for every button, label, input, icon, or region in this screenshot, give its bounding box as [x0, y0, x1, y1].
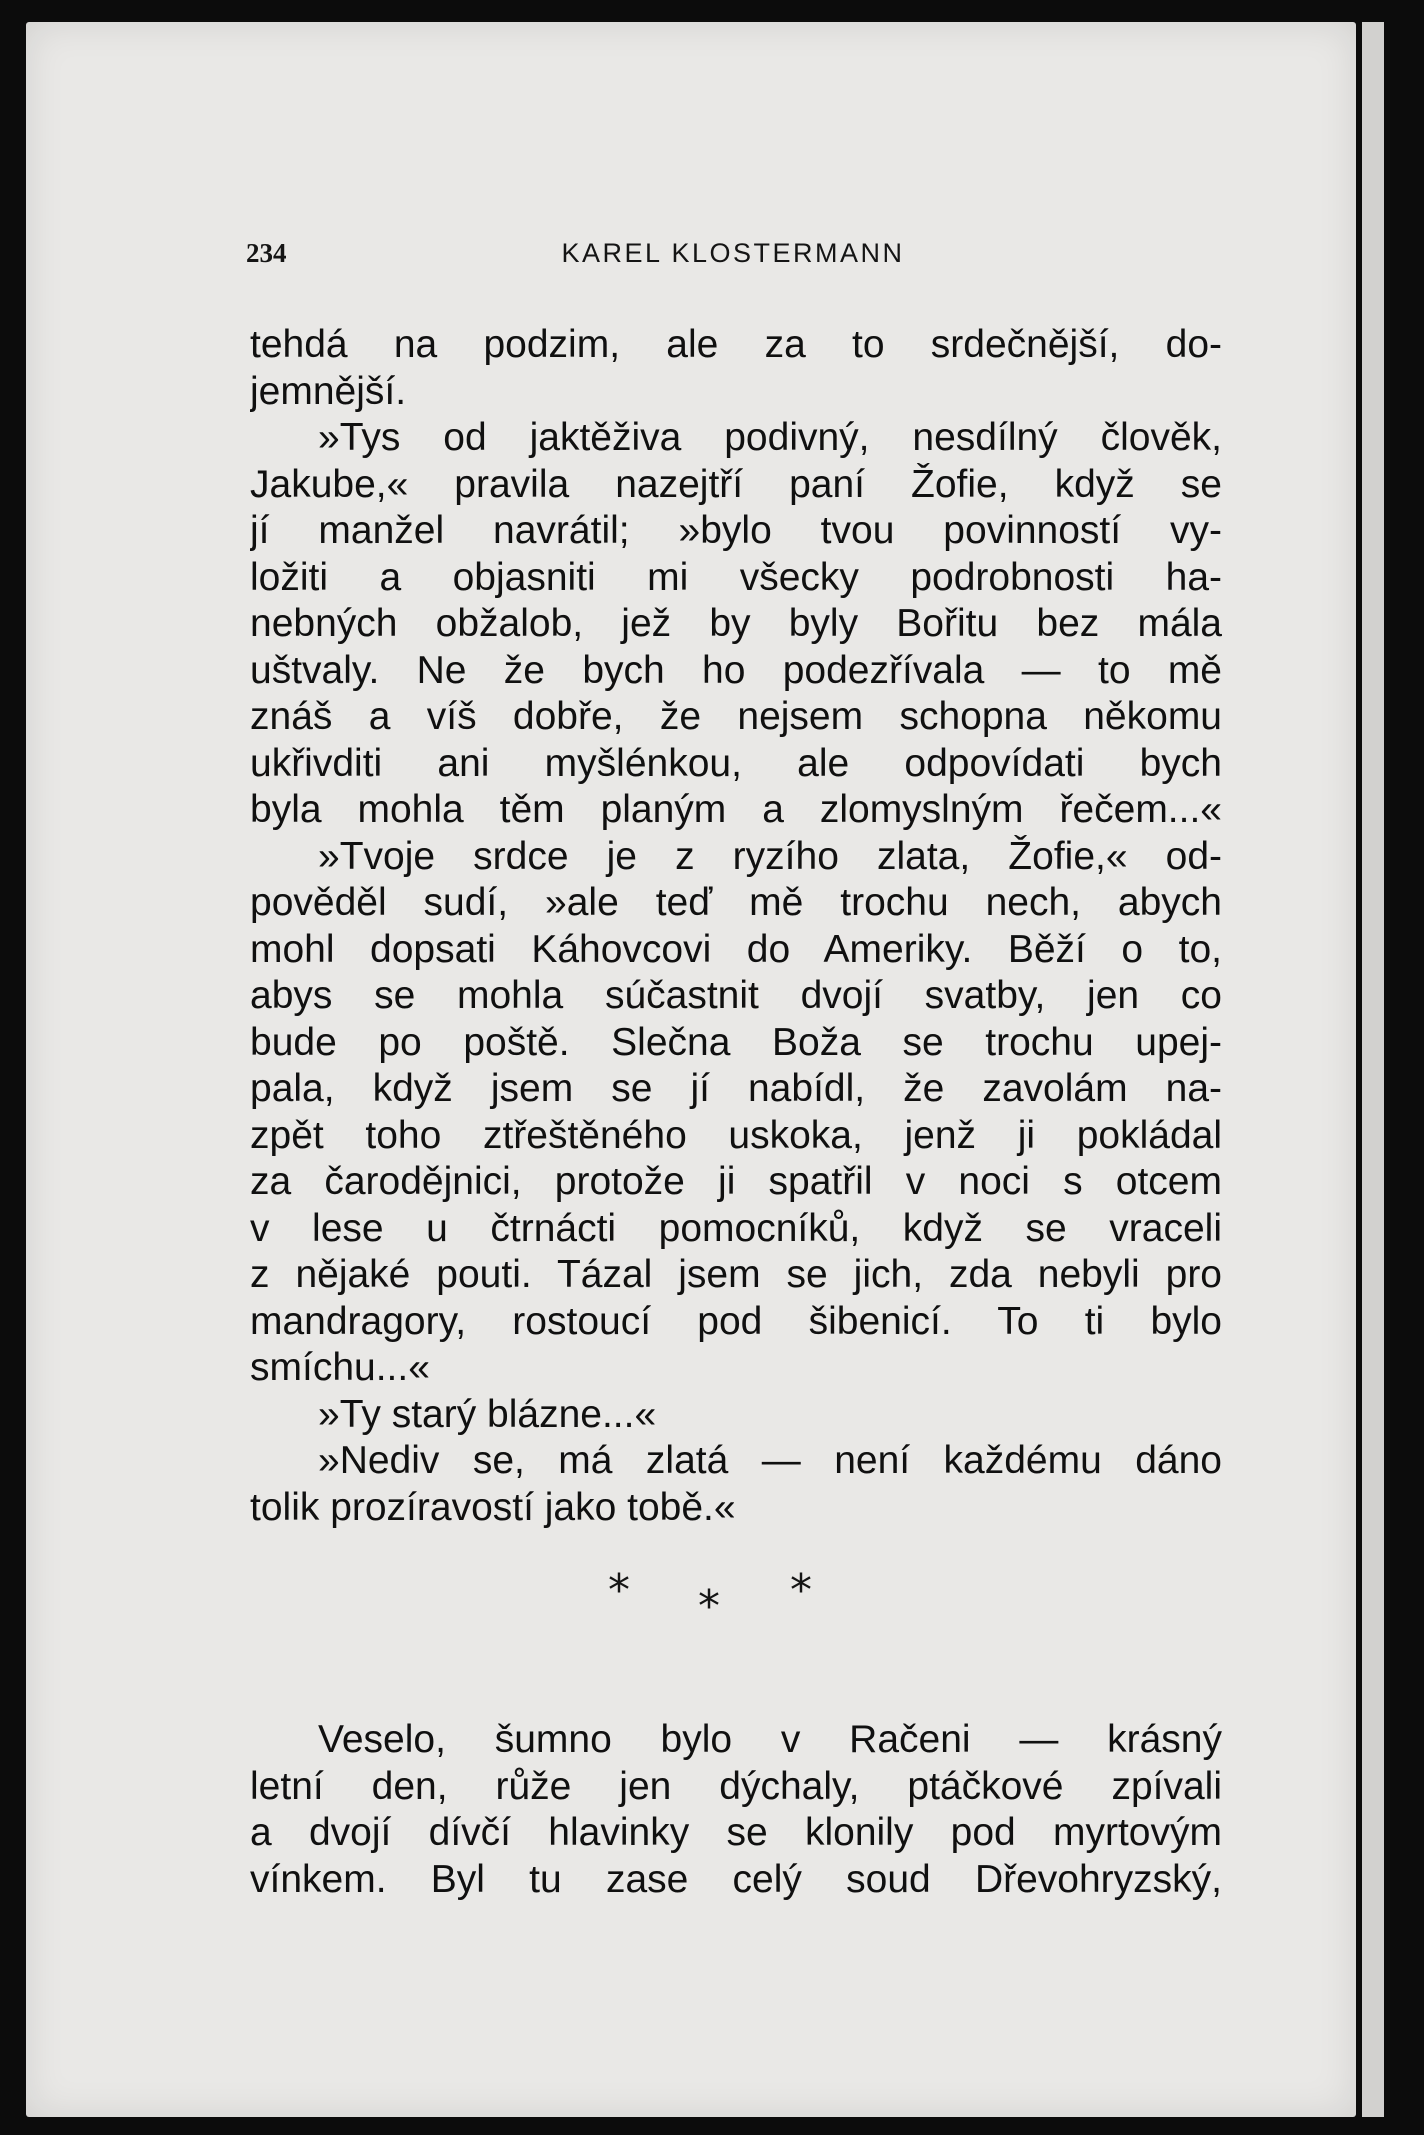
spacer: [250, 1661, 1222, 1717]
text-line: smíchu...«: [250, 1346, 430, 1389]
text-line: »Ty starý blázne...«: [318, 1392, 657, 1436]
text-line: uštvaly. Ne že bych ho podezřívala — to mě: [250, 648, 1222, 692]
running-head: KAREL KLOSTERMANN: [561, 238, 905, 268]
text-line: abys se mohla súčastnit dvojí svatby, jen co: [250, 974, 1222, 1017]
text-line: z nějaké pouti. Tázal jsem se jich, zda nebyli pro: [250, 1253, 1222, 1296]
text-line: nebných obžalob, jež by byly Bořitu bez mála: [250, 602, 1222, 645]
section-break-asterisk: *: [698, 1581, 720, 1632]
text-line: znáš a víš dobře, že nejsem schopna někomu: [250, 695, 1222, 738]
section-break-asterisk: *: [790, 1565, 812, 1616]
text-line: zpět toho ztřeštěného uskoka, jenž ji pokládal: [250, 1113, 1222, 1157]
text-line: za čarodějnici, protože ji spatřil v noci s otcem: [250, 1160, 1222, 1203]
text-line: bude po poště. Slečna Boža se trochu upej-: [250, 1020, 1222, 1064]
text-line: »Nediv se, má zlatá — není každému dáno: [318, 1439, 1222, 1482]
text-line: byla mohla těm planým a zlomyslným řečem...«: [250, 788, 1222, 831]
text-line: mohl dopsati Káhovcovi do Ameriky. Běží o to,: [250, 927, 1222, 971]
text-line: Jakube,« pravila nazejtří paní Žofie, když se: [250, 462, 1222, 506]
section-break-asterisk: *: [608, 1565, 630, 1616]
text-line: tehdá na podzim, ale za to srdečnější, do-: [250, 323, 1222, 366]
adjacent-page-edge: [1362, 22, 1384, 2117]
text-line: a dvojí dívčí hlavinky se klonily pod myrtovým: [250, 1811, 1222, 1854]
text-line: pala, když jsem se jí nabídl, že zavolám na-: [250, 1067, 1222, 1110]
text-line: pověděl sudí, »ale teď mě trochu nech, abych: [250, 881, 1222, 924]
text-line: mandragory, rostoucí pod šibenicí. To ti bylo: [250, 1299, 1222, 1343]
section-break: [250, 1531, 1222, 1661]
page-number: 234: [246, 238, 287, 268]
text-line: »Tvoje srdce je z ryzího zlata, Žofie,« od-: [318, 834, 1222, 878]
text-line: jí manžel navrátil; »bylo tvou povinností vy-: [250, 509, 1222, 552]
text-line: ukřivditi ani myšlénkou, ale odpovídati bych: [250, 741, 1222, 785]
body-text: [250, 322, 1222, 1903]
text-line: vínkem. Byl tu zase celý soud Dřevohryzský,: [250, 1857, 1222, 1901]
text-line: »Tys od jaktěživa podivný, nesdílný člověk,: [318, 416, 1222, 459]
text-line: ložiti a objasniti mi všecky podrobnosti ha-: [250, 555, 1222, 599]
page-header: [246, 238, 1220, 274]
text-line: letní den, růže jen dýchaly, ptáčkové zpívali: [250, 1764, 1222, 1808]
text-line: Veselo, šumno bylo v Račeni — krásný: [318, 1718, 1222, 1761]
text-line: tolik prozíravostí jako tobě.«: [250, 1485, 736, 1529]
text-line: jemnější.: [250, 369, 407, 413]
text-line: v lese u čtrnácti pomocníků, když se vraceli: [250, 1206, 1222, 1250]
